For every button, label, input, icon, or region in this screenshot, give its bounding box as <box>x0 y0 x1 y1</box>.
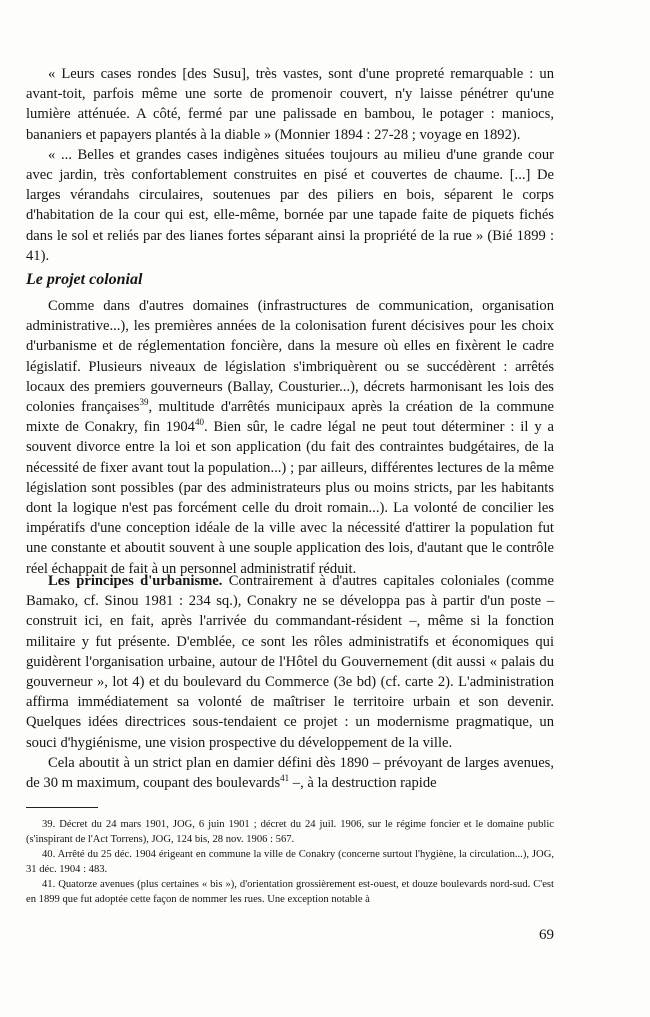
footnote-separator <box>26 807 98 808</box>
paragraph-text <box>26 296 554 579</box>
quotations-block <box>26 64 554 266</box>
run-in-heading: Les principes d'urbanisme. <box>48 573 223 589</box>
section-heading: Le projet colonial <box>26 271 143 288</box>
footnote-ref-39: 39 <box>139 397 149 408</box>
text-run: , multitude d'arrêtés municipaux après la création de la commune mixte de Conakry, fin 1904 <box>26 399 555 436</box>
footnotes-block <box>26 817 554 907</box>
paragraph-text <box>26 753 554 793</box>
body-paragraph-1 <box>26 296 554 579</box>
quote-paragraph: « ... Belles et grandes cases indigènes situées toujours au milieu d'une grande cour avec jardin, très confortablement construites en pisé et couvertes de chaume. [...] De larges vérandahs circulaires, soutenues par des piliers en bois, séparent le corps d'habitation de la cour qui est, elle-même, bornée par une tapade faite de piquets fichés dans le sol et reliés par des lianes fortes séparant ainsi la propriété de la rue » (Bié 1899 : 41). <box>26 146 554 264</box>
paragraph-text <box>26 571 554 753</box>
footnote-41: 41. Quatorze avenues (plus certaines « bis »), d'orientation grossièrement est-ouest, et douze boulevards nord-sud. C'est en 1899 que fut adoptée cette façon de nommer les rues. Une exception notable à <box>26 879 554 905</box>
text-run: Comme dans d'autres domaines (infrastructures de communication, organisation administrative...), les premières années de la colonisation furent décisives pour les choix d'urbanisme et de réglementation foncière, dans la mesure où elles en fixèrent le cadre législatif. Plusieurs niveaux de législation s'imbriquèrent ou se succédèrent : arrêtés locaux des premiers gouverneurs (Ballay, Cousturier...), décrets harmonisant les lois des colonies françaises <box>26 298 554 416</box>
quote-paragraph: « Leurs cases rondes [des Susu], très vastes, sont d'une propreté remarquable : un avant-toit, parfois même une sorte de promenoir couvert, n'y laisse pénétrer qu'une lumière atténuée. A côté, fermé par une palissade en bambou, le potager : maniocs, bananiers et papayers plantés à la diable » (Monnier 1894 : 27-28 ; voyage en 1892). <box>26 66 554 143</box>
page-number: 69 <box>539 927 554 943</box>
text-run: –, à la destruction rapide <box>289 775 437 792</box>
text-run: Contrairement à d'autres capitales coloniales (comme Bamako, cf. Sinou 1981 : 234 sq.), Conakry ne se développa pas à partir d'un poste – construit ici, en fait, après l'arrivée du commandant-résident –, même si la fonction militaire y fut présente. D'emblée, ce sont les rôles administratifs et économiques qui guidèrent l'organisation urbaine, autour de l'Hôtel du Gouvernement (dit aussi « palais du gouverneur », lot 4) et du boulevard du Commerce (3e bd) (cf. carte 2). L'administration affirma immédiatement sa volonté de maîtriser le territoire urbain et son devenir. Quelques idées directrices sous-tendaient ce projet : un modernisme pragmatique, un souci d'hygiénisme, une vision prospective du développement de la ville. <box>26 573 554 751</box>
text-run: Cela aboutit à un strict plan en damier défini dès 1890 – prévoyant de larges avenues, de 30 m maximum, coupant des boulevards <box>26 754 554 792</box>
footnote-40: 40. Arrêté du 25 déc. 1904 érigeant en commune la ville de Conakry (concerne surtout l'hygiène, la circulation...), JOG, 31 déc. 1904 : 483. <box>26 849 554 875</box>
footnote-39: 39. Décret du 24 mars 1901, JOG, 6 juin 1901 ; décret du 24 juil. 1906, sur le régime foncier et le domaine public (s'inspirant de l'Act Torrens), JOG, 124 bis, 28 nov. 1906 : 567. <box>26 819 554 845</box>
footnote-ref-41: 41 <box>280 773 290 784</box>
footnote-ref-40: 40 <box>194 417 204 428</box>
body-paragraph-2 <box>26 571 554 793</box>
text-run: . Bien sûr, le cadre légal ne peut tout déterminer : il y a souvent divorce entre la loi et son application (du fait des contraintes budgétaires, de la nécessité de fixer avant tout la population...) ; par ailleurs, différentes lectures de la même législation sont possibles (par des administrateurs plus ou moins stricts, par les habitants dont la logique n'est pas forcément celle du droit romain...). La volonté de concilier les impératifs d'une conception idéale de la ville avec la nécessité d'attirer la population fut une constante et aboutit souvent à une souple application des lois, d'autant que le contrôle réel échappait de fait à un personnel administratif réduit. <box>26 419 554 577</box>
